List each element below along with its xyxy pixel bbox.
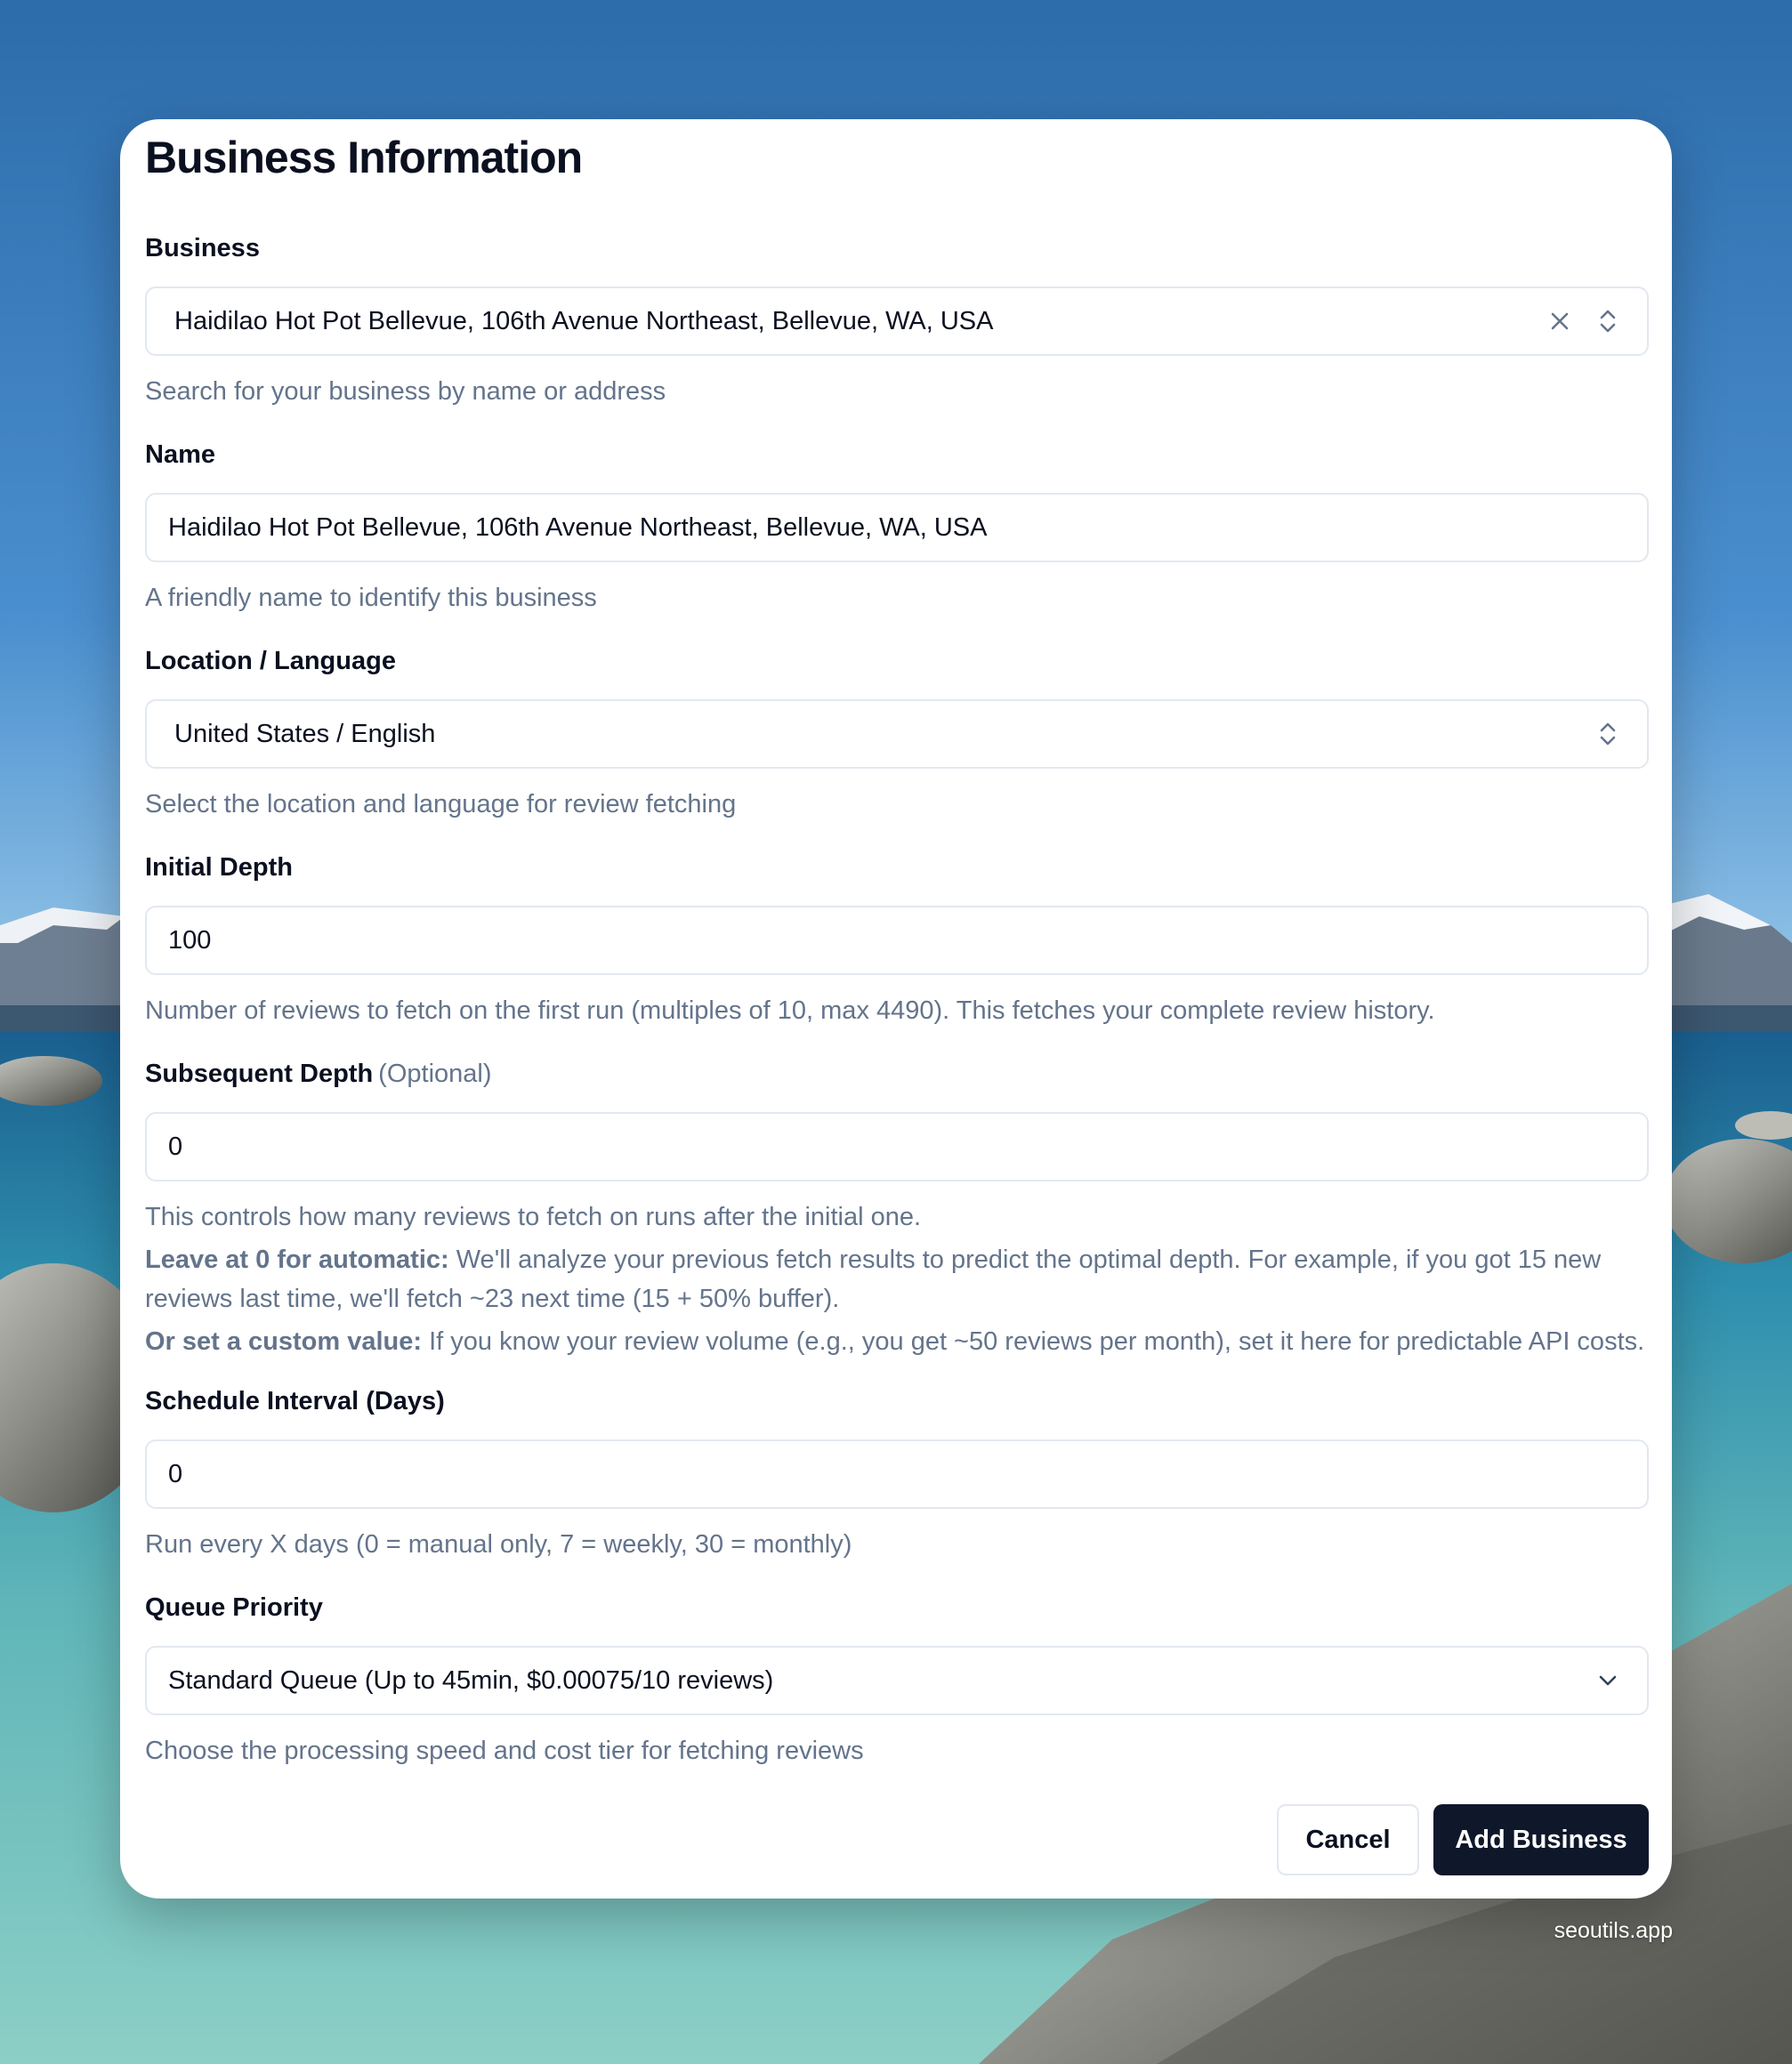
queue-priority-select[interactable] (145, 1646, 1649, 1715)
subsequent-depth-help-intro: This controls how many reviews to fetch on runs after the initial one. (145, 1203, 922, 1231)
name-input[interactable] (145, 493, 1649, 562)
business-help: Search for your business by name or address (145, 377, 666, 406)
subsequent-depth-help-custom (145, 1322, 1649, 1361)
subsequent-depth-field (145, 1056, 1649, 1361)
watermark: seoutils.app (1554, 1918, 1673, 1943)
schedule-interval-field (145, 1383, 1649, 1564)
initial-depth-field (145, 850, 1649, 1030)
chevrons-up-down-icon[interactable] (1590, 716, 1626, 752)
initial-depth-label: Initial Depth (145, 853, 293, 882)
queue-priority-label: Queue Priority (145, 1593, 323, 1622)
name-help: A friendly name to identify this business (145, 584, 597, 612)
subsequent-depth-value: 0 (168, 1132, 183, 1161)
schedule-interval-help: Run every X days (0 = manual only, 7 = weekly, 30 = monthly) (145, 1530, 852, 1559)
queue-priority-value: Standard Queue (Up to 45min, $0.00075/10 reviews) (168, 1665, 774, 1695)
business-label: Business (145, 234, 260, 262)
subsequent-depth-label-text: Subsequent Depth (145, 1060, 374, 1088)
chevron-down-icon[interactable] (1590, 1663, 1626, 1698)
dialog-title: Business Information (145, 133, 583, 182)
queue-priority-help: Choose the processing speed and cost tier for fetching reviews (145, 1737, 864, 1765)
subsequent-depth-help (145, 1197, 1649, 1361)
dialog-actions (1277, 1804, 1649, 1875)
business-information-dialog (120, 119, 1672, 1899)
name-label: Name (145, 440, 215, 469)
schedule-interval-value: 0 (168, 1459, 183, 1488)
add-business-button[interactable]: Add Business (1433, 1804, 1649, 1875)
subsequent-depth-help-auto (145, 1240, 1649, 1318)
location-label: Location / Language (145, 647, 396, 675)
help-auto-text: We'll analyze your previous fetch results to predict the optimal depth. For example, if you got 15 new reviews last time, we'll fetch ~23 next time (15 + 50% buffer). (145, 1246, 1602, 1313)
initial-depth-input[interactable] (145, 906, 1649, 975)
help-custom-text: If you know your review volume (e.g., you get ~50 reviews per month), set it here for predictable API costs. (422, 1327, 1645, 1356)
business-field (145, 230, 1649, 411)
business-combobox[interactable] (145, 286, 1649, 356)
name-field (145, 437, 1649, 617)
subsequent-depth-input[interactable] (145, 1112, 1649, 1181)
initial-depth-help: Number of reviews to fetch on the first run (multiples of 10, max 4490). This fetches your complete review history. (145, 996, 1435, 1025)
location-combobox[interactable] (145, 699, 1649, 769)
optional-tag: (Optional) (378, 1060, 492, 1088)
schedule-interval-input[interactable] (145, 1439, 1649, 1509)
initial-depth-value: 100 (168, 925, 212, 955)
cancel-button[interactable]: Cancel (1277, 1804, 1419, 1875)
location-field (145, 643, 1649, 824)
location-help: Select the location and language for review fetching (145, 790, 737, 818)
help-custom-bold: Or set a custom value: (145, 1327, 423, 1356)
help-auto-bold: Leave at 0 for automatic: (145, 1246, 449, 1274)
close-icon[interactable] (1542, 303, 1578, 339)
subsequent-depth-label (145, 1056, 1649, 1092)
queue-priority-field (145, 1590, 1649, 1770)
location-value: United States / English (174, 719, 436, 748)
name-value: Haidilao Hot Pot Bellevue, 106th Avenue Northeast, Bellevue, WA, USA (168, 512, 988, 542)
schedule-interval-label: Schedule Interval (Days) (145, 1387, 445, 1415)
business-value: Haidilao Hot Pot Bellevue, 106th Avenue Northeast, Bellevue, WA, USA (174, 306, 994, 335)
chevrons-up-down-icon[interactable] (1590, 303, 1626, 339)
